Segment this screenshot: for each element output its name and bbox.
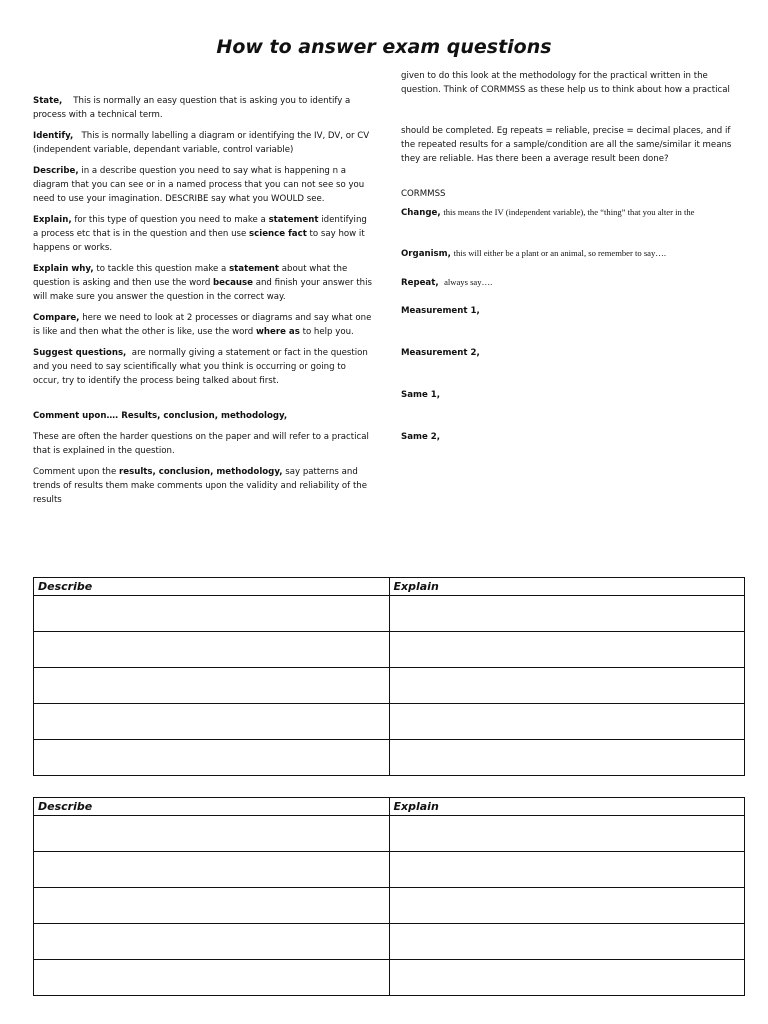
describe-explain-table-2 [33,797,745,996]
explain-why-text-a: to tackle this question make a [96,264,227,274]
table-row [34,816,745,852]
comment-upon-paragraph [33,465,373,507]
compare-term: Compare, [33,313,80,323]
repeat-term: Repeat, [401,278,439,288]
describe-cell[interactable] [34,740,390,776]
describe-column-header: Describe [34,578,390,596]
explain-why-text-d: because [213,278,253,288]
describe-term: Describe, [33,166,79,176]
table-row [34,740,745,776]
explain-cell[interactable] [389,704,745,740]
compare-paragraph [33,311,373,339]
explain-text-d: science fact [249,229,307,239]
suggest-term: Suggest questions, [33,348,127,358]
explain-text-e: to say how it happens or works. [33,229,365,253]
explain-cell[interactable] [389,740,745,776]
table-header-row [34,798,745,816]
describe-cell[interactable] [34,816,390,852]
comment-heading: Comment upon…. Results, conclusion, methodology, [33,411,288,421]
describe-column-header: Describe [34,798,390,816]
table-row [34,924,745,960]
explain-why-term: Explain why, [33,264,94,274]
identify-paragraph [33,129,373,157]
measurement-2-label: Measurement 2, [401,348,480,358]
describe-cell[interactable] [34,960,390,996]
change-term: Change, [401,208,441,218]
explain-column-header: Explain [389,798,745,816]
same-1-label: Same 1, [401,390,441,400]
compare-text-b: where as [255,327,300,337]
describe-cell[interactable] [34,632,390,668]
cormmss-heading: CORMMSS [401,189,446,199]
explain-column-header: Explain [389,578,745,596]
explain-text-a: for this type of question you need to make a [74,215,266,225]
explain-text-b: statement [268,215,319,225]
explain-paragraph [33,213,373,255]
organism-text: this will either be a plant or an animal, so remember to say…. [453,248,667,258]
methodology-paragraph: given to do this look at the methodology for the practical written in the question. Think of CORMMSS as these help us to think about how a practical [401,71,730,95]
repeat-text: always say…. [444,277,493,287]
identify-term: Identify, [33,131,74,141]
describe-paragraph [33,164,373,206]
compare-text-c: to help you. [302,327,354,337]
explain-why-text-c: about what the question is asking and then use the word [33,264,348,288]
explain-cell[interactable] [389,596,745,632]
describe-cell[interactable] [34,852,390,888]
table-row [34,596,745,632]
compare-text-a: here we need to look at 2 processes or diagrams and say what one is like and then what the other is like, use the word [33,313,372,337]
suggest-text: are normally giving a statement or fact in the question and you need to say scientifically what you think is occurring or going to occur, try to identify the process being talked about first. [33,348,368,386]
identify-text: This is normally labelling a diagram or identifying the IV, DV, or CV (independent variable, dependant variable, control variable) [33,131,370,155]
describe-cell[interactable] [34,596,390,632]
repeat-paragraph [401,275,746,290]
organism-term: Organism, [401,249,451,259]
describe-text: in a describe question you need to say what is happening n a diagram that you can see or in a named process that you can not see so you need to use your imagination. DESCRIBE say what you WOULD see. [33,166,365,204]
explain-why-text-e: and finish your answer this will make sure you answer the question in the correct way. [33,278,372,302]
page-title: How to answer exam questions [216,36,552,58]
measurement-1-label: Measurement 1, [401,306,480,316]
explain-why-text-b: statement [229,264,280,274]
change-paragraph [401,205,746,220]
table-row [34,960,745,996]
comment-upon-text-a: Comment upon the [33,467,117,477]
describe-cell[interactable] [34,704,390,740]
explain-why-paragraph [33,262,373,304]
describe-cell[interactable] [34,888,390,924]
state-term: State, [33,96,63,106]
describe-explain-table-1 [33,577,745,776]
state-paragraph [33,94,373,122]
table-row [34,888,745,924]
explain-cell[interactable] [389,960,745,996]
explain-text-c: identifying a process etc that is in the question and then use [33,215,367,239]
explain-cell[interactable] [389,852,745,888]
comment-upon-text-b: results, conclusion, methodology, [119,467,283,477]
reliability-paragraph: should be completed. Eg repeats = reliable, precise = decimal places, and if the repeated results for a sample/condition are all the same/similar it means they are reliable. Has there been a average result been done? [401,126,732,164]
table-row [34,668,745,704]
suggest-paragraph [33,346,373,388]
comment-text: These are often the harder questions on the paper and will refer to a practical that is explained in the question. [33,432,369,456]
left-column [33,94,373,514]
state-text: This is normally an easy question that is asking you to identify a process with a technical term. [33,96,351,120]
right-column [401,69,746,451]
explain-cell[interactable] [389,816,745,852]
table-row [34,632,745,668]
describe-cell[interactable] [34,668,390,704]
describe-cell[interactable] [34,924,390,960]
explain-cell[interactable] [389,888,745,924]
table-header-row [34,578,745,596]
explain-cell[interactable] [389,632,745,668]
comment-upon-text-c: say patterns and trends of results them make comments upon the validity and reliability of the results [33,467,368,505]
explain-cell[interactable] [389,668,745,704]
same-2-label: Same 2, [401,432,441,442]
table-row [34,704,745,740]
organism-paragraph [401,246,746,261]
change-text: this means the IV (independent variable), the “thing” that you alter in the [443,207,695,217]
table-row [34,852,745,888]
explain-term: Explain, [33,215,72,225]
explain-cell[interactable] [389,924,745,960]
